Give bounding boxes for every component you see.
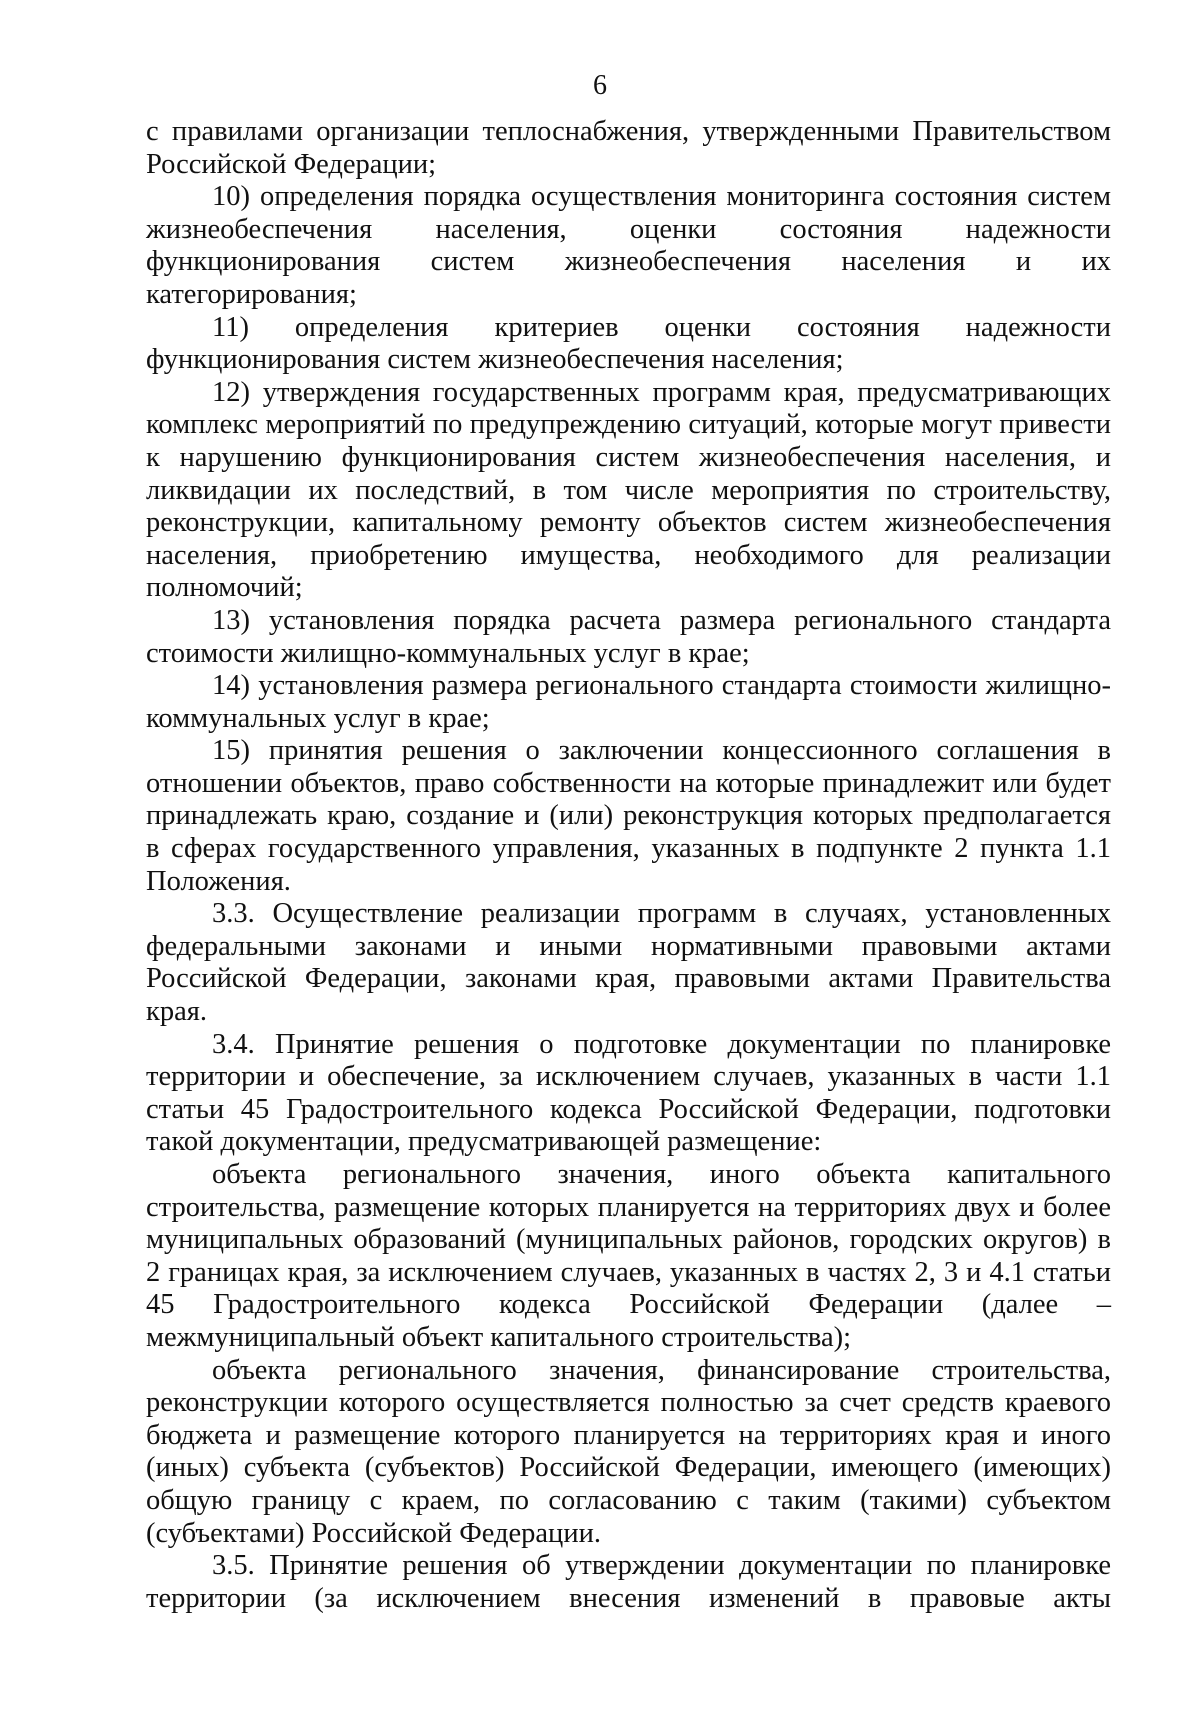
paragraph-subitem-interregional: объекта регионального значения, иного объекта капитального строительства, размещение которых планируется на территориях двух и более муниципальных образований (муниципальных районов, городских округов) в 2 границах края, за исключением случаев, указанных в частях 2, 3 и 4.1 статьи 45 Градостроительного кодекса Российской Федерации (далее – межмуниципальный объект капитального строительства); [146,1159,1111,1353]
paragraph-item-12: 12) утверждения государственных программ края, предусматривающих комплекс мероприятий по предупреждению ситуаций, которые могут привести к нарушению функционирования систем жизнеобеспечения населения, и ликвидации их последствий, в том числе мероприятия по строительству, реконструкции, капитальному ремонту объектов систем жизнеобеспечения населения, приобретению имущества, необходимого для реализации полномочий; [146,376,1111,604]
paragraph-section-3-5: 3.5. Принятие решения об утверждении документации по планировке территории (за исключением внесения изменений в правовые акты [146,1550,1111,1614]
paragraph-item-14: 14) установления размера регионального стандарта стоимости жилищно-коммунальных услуг в крае; [146,670,1111,734]
paragraph-subitem-regional: объекта регионального значения, финансирование строительства, реконструкции которого осуществляется полностью за счет средств краевого бюджета и размещение которого планируется на территориях края и иного (иных) субъекта (субъектов) Российской Федерации, имеющего (имеющих) общую границу с краем, по согласованию с таким (такими) субъектом (субъектами) Российской Федерации. [146,1354,1111,1549]
paragraph-item-13: 13) установления порядка расчета размера регионального стандарта стоимости жилищно-коммунальных услуг в крае; [146,604,1111,669]
paragraph-section-3-3: 3.3. Осуществление реализации программ в случаях, установленных федеральными законами и иными нормативными правовыми актами Российской Федерации, законами края, правовыми актами Правительства края. [146,898,1111,1028]
document-body [146,116,1111,1615]
paragraph-item-15: 15) принятия решения о заключении концессионного соглашения в отношении объектов, право собственности на которые принадлежит или будет принадлежать краю, создание и (или) реконструкция которых предполагается в сферах государственного управления, указанных в подпункте 2 пункта 1.1 Положения. [146,735,1111,897]
paragraph-item-11: 11) определения критериев оценки состояния надежности функционирования систем жизнеобеспечения населения; [146,311,1111,376]
paragraph-continuation: с правилами организации теплоснабжения, утвержденными Правительством Российской Федерации; [146,116,1111,180]
paragraph-item-10: 10) определения порядка осуществления мониторинга состояния систем жизнеобеспечения населения, оценки состояния надежности функционирования систем жизнеобеспечения населения и их категорирования; [146,181,1111,310]
page-number: 6 [593,70,607,101]
paragraph-section-3-4: 3.4. Принятие решения о подготовке документации по планировке территории и обеспечение, за исключением случаев, указанных в части 1.1 статьи 45 Градостроительного кодекса Российской Федерации, подготовки такой документации, предусматривающей размещение: [146,1028,1111,1158]
